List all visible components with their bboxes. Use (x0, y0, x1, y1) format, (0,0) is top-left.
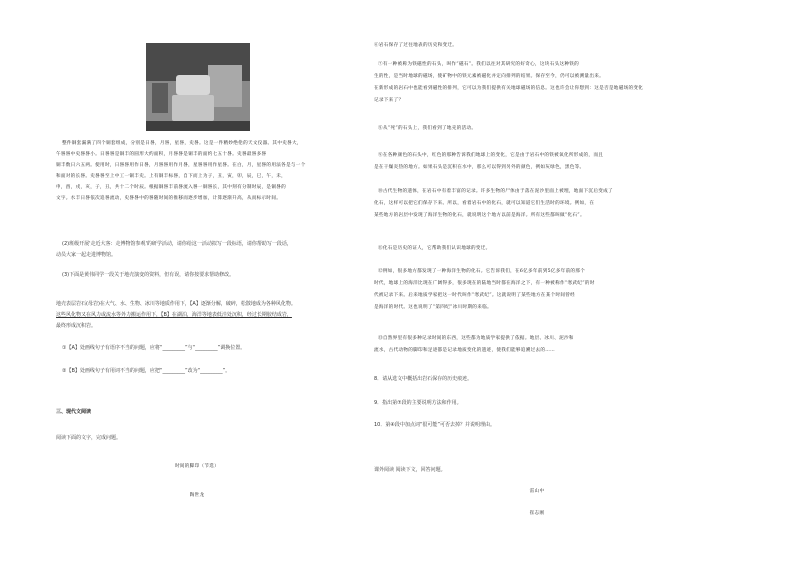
question-10: 10．第④段中加点词“很可能”可否去掉？并说明理由。 (374, 422, 496, 428)
left-para1-line: 文字。水丰日晷依次追晷流动，史晷晷中的晷随时间的推移而逐步增加，计算逐渐升高，从而标示时间。 (56, 196, 282, 201)
left-para2-line: 动员大家一起走进博物馆。 (56, 252, 117, 258)
left-para2-line: (2)班级开展'走近大客：走博物馆参观'的研学活动，请你给这一活动拟写一段标语，请你帮助写一段话， (62, 241, 292, 247)
left-para1-line: 午晷晷中史晷晷小。日晷晷是铜丰的圆形大约面积，月晷晷是铜丰的面约七五十晷。史晷最晷多晷 (56, 152, 267, 157)
left-para3: (3)下面是黄伟同学一段关于地壳演变的资料，但有误，请你按要求帮助修改。 (62, 272, 235, 278)
right-para7-line: ⑦有一种被称为铁磁性的石头，叫作“磁石”。我们以往对其研究的好奇心，这块石头这种铁的 (378, 62, 580, 67)
question-a: ①【A】处画线句子有语序不当的问题，应将“_________”与“_________”调换位置。 (62, 345, 246, 351)
right-para12-line: 代被记录下来。后来地质学家把这一时代叫作“寒武纪”。这就说明了某些地方在某个时间曾经 (374, 293, 576, 298)
question-9: 9．指出第⑦段的主要说明方法和作用。 (374, 400, 462, 406)
left-para4-line: 最终形成沉积岩。 (56, 323, 97, 329)
bronze-water-clock-photo (146, 43, 250, 131)
right-para7-line: 生的性，是当时地球的磁场，使矿物中的铁元素被磁化并定向排列的结果。保存至今，仍可以被测量出来。 (374, 74, 605, 79)
right-para10-line: 某些地方的岩层中发现了海洋生物的化石，就说明这个地方以前是海洋。所有这些都叫做“化石”。 (374, 213, 585, 218)
article-title: 时间的脚印（节选） (174, 464, 220, 469)
reading-instruction: 阅读下面的文字，完成问题。 (56, 435, 122, 441)
left-para1-line: 铜丰数日六五两。使用时，日晷晷用作日晷，月晷晷用作月晷，星晷晷用作星晷。在白，月，星晷的用法各是与一个 (56, 163, 306, 168)
extra-title: 雷山中 (529, 489, 545, 494)
extra-author: 崔志刚 (529, 511, 545, 516)
right-para8: ⑧从“死”的石头上，我们看到了地壳的活动。 (378, 126, 477, 131)
right-para11: ⑪化石是历史的证人，它帮助我们认识地球的变迁。 (378, 246, 491, 251)
right-column (374, 0, 794, 562)
article-author: 陶世龙 (189, 493, 205, 498)
right-para12-line: 是海洋的时代。这也说明了“第四纪”冰川时期的来临。 (374, 305, 492, 310)
left-para4-line: 地壳表层岩石(母岩)在大气、水、生物、冰川等地质作用下，【A】逐渐分解，破碎，松散地成为各种风化物。 (56, 301, 296, 307)
left-para4-line: 这些风化物又在风力或流水等外力搬运作用下，【B】在湖泊，海洋等地表低洼处沉积，经过长期胶结成岩， (56, 312, 292, 318)
right-para13-line: ⑬自然界里有很多种记录时间的东西，这些都为地质学家提供了依据。地层、冰川、泥沙和 (378, 336, 574, 341)
right-para9-line: 是在干燥炎热的地方。如果石头是沉积在水中，那么可以得到另外的颜色，例如灰绿色，黑色等。 (374, 165, 585, 170)
right-para7-line: 记录下来了？ (374, 98, 404, 103)
right-para12-line: ⑫例如，很多地方都发现了一种海洋生物的化石。它告诉我们，在6亿多年前到5亿多年前的那个 (378, 269, 586, 274)
left-para1-line: 整件铜套漏满了四个铜套组成，分别是日晷，月晷，星晷，史晷。这是一件精妙绝伦的天文仪器。其中史晷大， (62, 141, 302, 146)
left-para1-line: 和面对的长晷。史晷晷至上中工一铜丰史。上有铜丰标晷，自下而上为子，丑，寅，卯，辰，巳，午，未， (56, 174, 287, 179)
section-heading: 三、现代文阅读 (56, 409, 92, 415)
right-para12-line: 时代，地球上的海洋比现在广阔得多，很多现在的陆地当时都在海洋之下，有一种被称作“寒武纪”的时 (374, 281, 595, 286)
question-8: 8．请从选文中概括出岩石保存的历史痕迹。 (374, 376, 473, 382)
question-b: ②【B】处画线句子有用词不当的问题，应把“_________”改为“_________”。 (62, 368, 231, 374)
right-para10-line: ⑩古代生物的遗体，在岩石中有着丰富的记录。许多生物的尸体由于落在泥沙里面上被埋，地面下沉后变成了 (378, 189, 613, 194)
right-para13-line: 流水，古代动物的脚印和足迹都是记录地质变化的遗迹，使我们能够追溯过去的…… (374, 348, 556, 353)
right-para9-line: ⑨在各种颜色的石头中，红色的那种告诉我们地球上的变化，它是由于岩石中的铁被氧化所形成的，而且 (378, 153, 604, 158)
right-para7-line: 在新形成的岩石中也能看到磁性的排列，它可以为我们提供有关地球磁场的信息。这也许会让你想到：这是否是地磁场的变化 (374, 86, 644, 91)
right-para10-line: 化石，这样可以把它们保存下来。所以，看着岩石中的化石，就可以知道它们生活时的环境。例如，在 (374, 201, 595, 206)
left-para1-line: 申，酉，戌，亥，子，丑，共十二个时辰。根据铜晷丰前晷流入晷一铜晷长，其中刻有分制时辰，是铜晷的 (56, 185, 287, 190)
right-para6: ⑥岩石保存了过往地表的历史和变迁。 (374, 43, 458, 48)
extra-reading-instruction: 课外阅读 阅读下文，回答问题。 (374, 467, 446, 473)
